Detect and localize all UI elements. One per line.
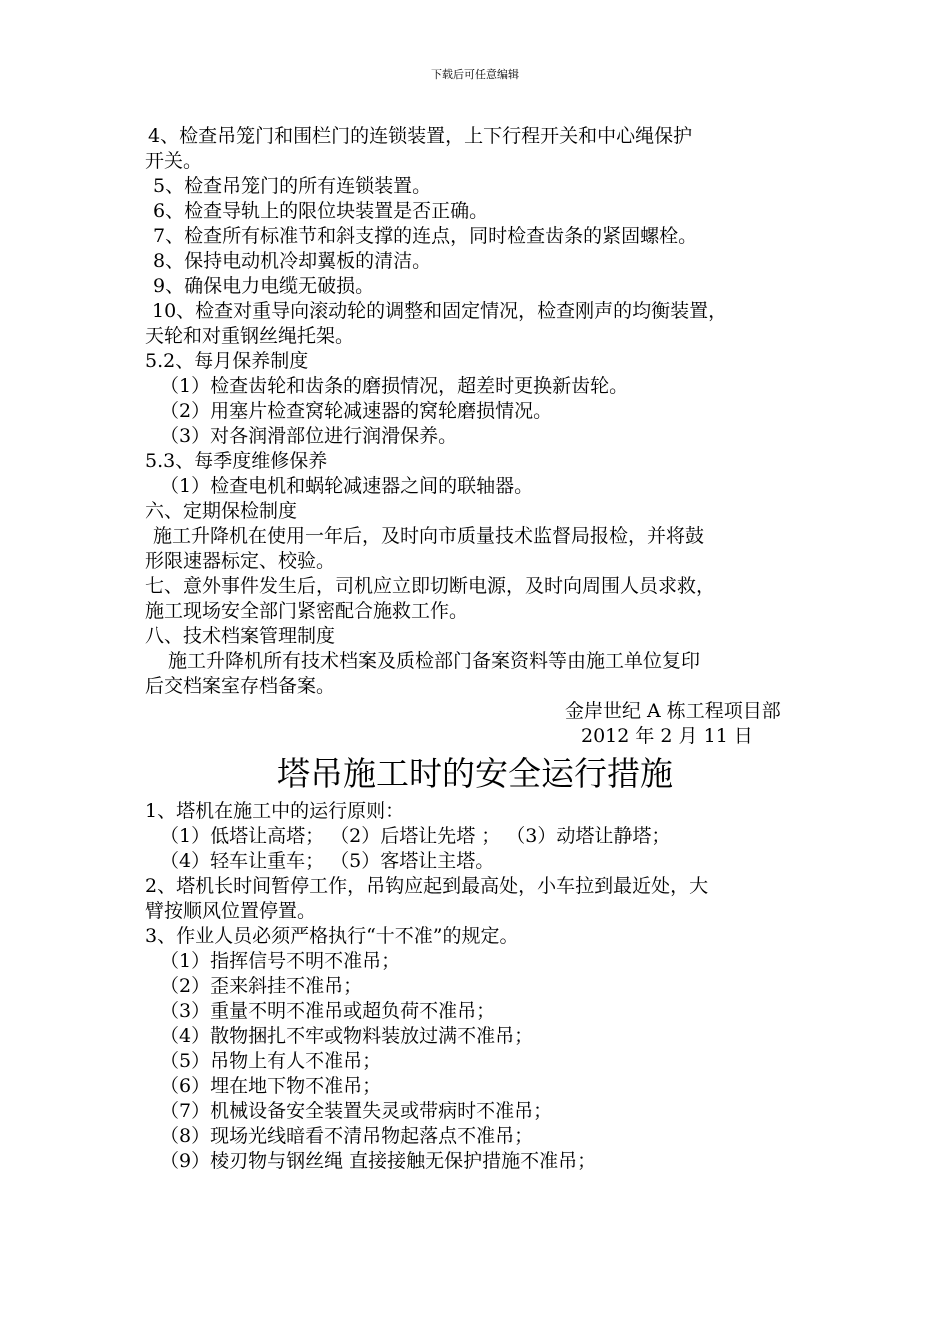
list-item: （6）埋在地下物不准吊； — [160, 1075, 382, 1097]
paragraph-line: 施工升降机所有技术档案及质检部门备案资料等由施工单位复印 — [168, 650, 701, 672]
paragraph-line: 七、意外事件发生后，司机应立即切断电源，及时向周围人员求救， — [145, 575, 716, 597]
paragraph-line: 8、保持电动机冷却翼板的清洁。 — [153, 250, 432, 272]
document-title: 塔吊施工时的安全运行措施 — [277, 754, 673, 793]
signature-org: 金岸世纪 A 栋工程项目部 — [565, 700, 781, 722]
section-heading: 5.2、每月保养制度 — [145, 350, 309, 372]
paragraph-line: （1）检查电机和蜗轮减速器之间的联轴器。 — [160, 475, 534, 497]
paragraph-line: 9、确保电力电缆无破损。 — [153, 275, 375, 297]
paragraph-line: 臂按顺风位置停置。 — [145, 900, 317, 922]
paragraph-line: （1）检查齿轮和齿条的磨损情况，超差时更换新齿轮。 — [160, 375, 629, 397]
paragraph-line: 7、检查所有标准节和斜支撑的连点，同时检查齿条的紧固螺栓。 — [153, 225, 698, 247]
list-item: （2）歪来斜挂不准吊； — [160, 975, 363, 997]
paragraph-line: 2、塔机长时间暂停工作，吊钩应起到最高处，小车拉到最近处，大 — [145, 875, 709, 897]
paragraph-line: 天轮和对重钢丝绳托架。 — [145, 325, 355, 347]
list-item: （1）指挥信号不明不准吊； — [160, 950, 401, 972]
section-heading: 六、定期保检制度 — [145, 500, 298, 522]
section-heading: 3、作业人员必须严格执行“十不准”的规定。 — [145, 925, 519, 947]
paragraph-line: 6、检查导轨上的限位块装置是否正确。 — [153, 200, 489, 222]
list-item: （9）棱刃物与钢丝绳 直接接触无保护措施不准吊； — [160, 1150, 597, 1172]
paragraph-line: 形限速器标定、校验。 — [145, 550, 336, 572]
signature-date: 2012 年 2 月 11 日 — [581, 725, 753, 747]
paragraph-line: （3）对各润滑部位进行润滑保养。 — [160, 425, 458, 447]
paragraph-line: 后交档案室存档备案。 — [145, 675, 336, 697]
paragraph-line: （4）轻车让重车； （5）客塔让主塔。 — [160, 850, 495, 872]
list-item: （5）吊物上有人不准吊； — [160, 1050, 382, 1072]
paragraph-line: 施工现场安全部门紧密配合施救工作。 — [145, 600, 469, 622]
paragraph-line: （1）低塔让高塔； （2）后塔让先塔 ； （3）动塔让静塔； — [160, 825, 671, 847]
list-item: （8）现场光线暗看不清吊物起落点不准吊； — [160, 1125, 534, 1147]
list-item: （7）机械设备安全装置失灵或带病时不准吊； — [160, 1100, 553, 1122]
section-heading: 5.3、每季度维修保养 — [145, 450, 328, 472]
paragraph-line: 开关。 — [145, 150, 203, 172]
list-item: （4）散物捆扎不牢或物料装放过满不准吊； — [160, 1025, 534, 1047]
paragraph-line: 5、检查吊笼门的所有连锁装置。 — [153, 175, 432, 197]
page-header: 下载后可任意编辑 — [431, 68, 519, 81]
section-heading: 1、塔机在施工中的运行原则： — [145, 800, 405, 822]
paragraph-line: （2）用塞片检查窝轮减速器的窝轮磨损情况。 — [160, 400, 553, 422]
list-item: （3）重量不明不准吊或超负荷不准吊； — [160, 1000, 496, 1022]
paragraph-line: 施工升降机在使用一年后，及时向市质量技术监督局报检，并将鼓 — [153, 525, 705, 547]
paragraph-line: 10、检查对重导向滚动轮的调整和固定情况，检查刚声的均衡装置， — [152, 300, 728, 322]
paragraph-line: 4、检查吊笼门和围栏门的连锁装置，上下行程开关和中心绳保护 — [148, 125, 693, 147]
section-heading: 八、技术档案管理制度 — [145, 625, 336, 647]
